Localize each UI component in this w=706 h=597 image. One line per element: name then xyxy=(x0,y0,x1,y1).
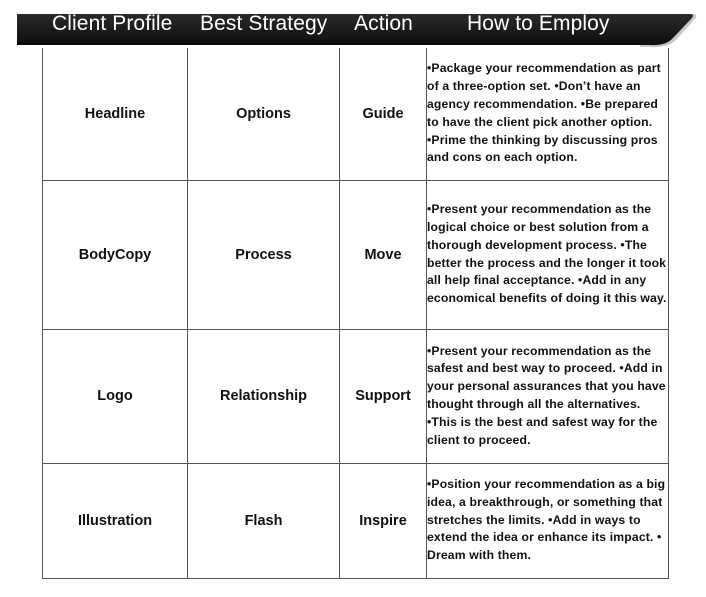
table-header xyxy=(0,0,706,50)
action-cell: Guide xyxy=(340,48,427,180)
table-row xyxy=(43,48,669,180)
header-how-to-employ: How to Employ xyxy=(467,12,610,35)
header-client-profile: Client Profile xyxy=(52,12,173,35)
profile-cell: Logo xyxy=(43,329,188,463)
strategy-cell: Options xyxy=(188,48,340,180)
action-cell: Support xyxy=(340,329,427,463)
table-row xyxy=(43,180,669,329)
how-to-employ-cell: •Present your recommendation as the safest and best way to proceed. •Add in your personal assurances that you have thought through all the alternatives. •This is the best and safest way for the client to proceed. xyxy=(427,329,669,463)
table-row xyxy=(43,463,669,578)
action-cell: Move xyxy=(340,180,427,329)
how-to-employ-cell: •Package your recommendation as part of a three-option set. •Don’t have an agency recommendation. •Be prepared to have the client pick another option. •Prime the thinking by discussing pros and cons on each option. xyxy=(427,48,669,180)
how-to-employ-cell: •Position your recommendation as a big idea, a breakthrough, or something that stretches the limits. •Add in ways to extend the idea or enhance its impact. • Dream with them. xyxy=(427,463,669,578)
how-to-employ-cell: •Present your recommendation as the logical choice or best solution from a thorough development process. •The better the process and the longer it took all help final acceptance. •Add in any economical benefits of doing it this way. xyxy=(427,180,669,329)
profile-cell: Illustration xyxy=(43,463,188,578)
strategy-cell: Flash xyxy=(188,463,340,578)
table-row xyxy=(43,329,669,463)
header-best-strategy: Best Strategy xyxy=(200,12,328,35)
header-action: Action xyxy=(354,12,413,35)
strategy-table xyxy=(42,48,669,579)
strategy-cell: Relationship xyxy=(188,329,340,463)
action-cell: Inspire xyxy=(340,463,427,578)
strategy-cell: Process xyxy=(188,180,340,329)
profile-cell: Headline xyxy=(43,48,188,180)
profile-cell: BodyCopy xyxy=(43,180,188,329)
